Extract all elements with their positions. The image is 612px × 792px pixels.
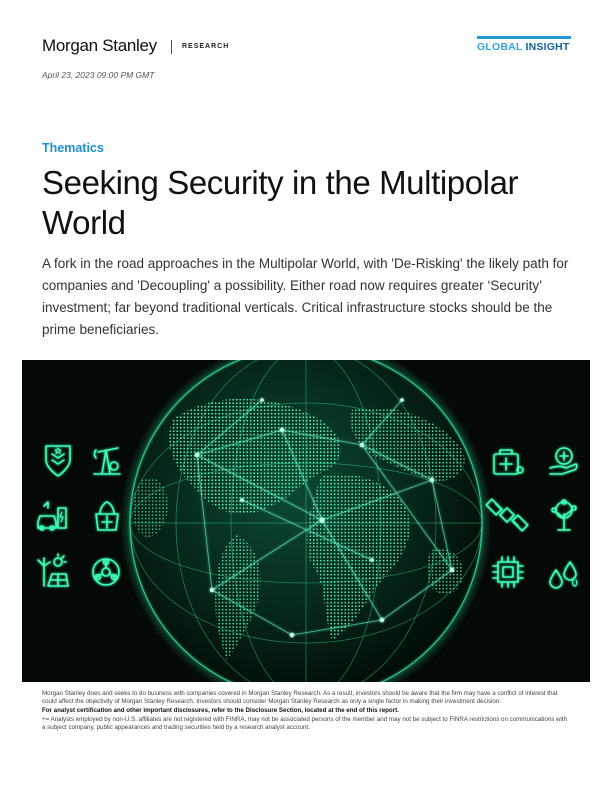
disclaimer-finra: += Analysts employed by non-U.S. affiliates are not registered with FINRA, may not be associated persons of the member and may not be subject to FINRA restrictions on communications with a subject company, public appearances and trading securities held by a research analyst account.: [42, 716, 568, 731]
hero-image: [22, 360, 590, 682]
disclaimer: [42, 690, 570, 732]
page-title: Seeking Security in the Multipolar World: [42, 164, 519, 241]
category-label: Thematics: [42, 141, 104, 155]
series-accent-bar: [477, 36, 571, 39]
globe-illustration: [22, 360, 590, 682]
article-summary: A fork in the road approaches in the Multipolar World, with 'De-Risking' the likely path for companies and 'Decoupling' a possibility. Either road now requires greater ‘Security’ investment; far beyond traditional verticals. Critical infrastructure stocks should be the prime beneficiaries.: [42, 256, 569, 337]
disclaimer-conflict: Morgan Stanley does and seeks to do business with companies covered in Morgan Stanley Research. As a result, investors should be aware that the firm may have a conflict of interest that could affect the objectivity of Morgan Stanley Research. Investors should consider Morgan Stanley Research as only a single factor in making their investment decision.: [42, 690, 558, 705]
brand-divider: [171, 40, 172, 54]
series-logo-insight: INSIGHT: [525, 41, 570, 53]
series-logo: [477, 41, 569, 53]
disclaimer-certification: For analyst certification and other important disclosures, refer to the Disclosure Section, located at the end of this report.: [42, 707, 399, 714]
division-label: RESEARCH: [182, 43, 230, 50]
series-logo-global: GLOBAL: [477, 41, 523, 53]
brand-logo: Morgan Stanley: [42, 36, 157, 55]
publish-date: April 23, 2023 09:00 PM GMT: [42, 70, 155, 80]
